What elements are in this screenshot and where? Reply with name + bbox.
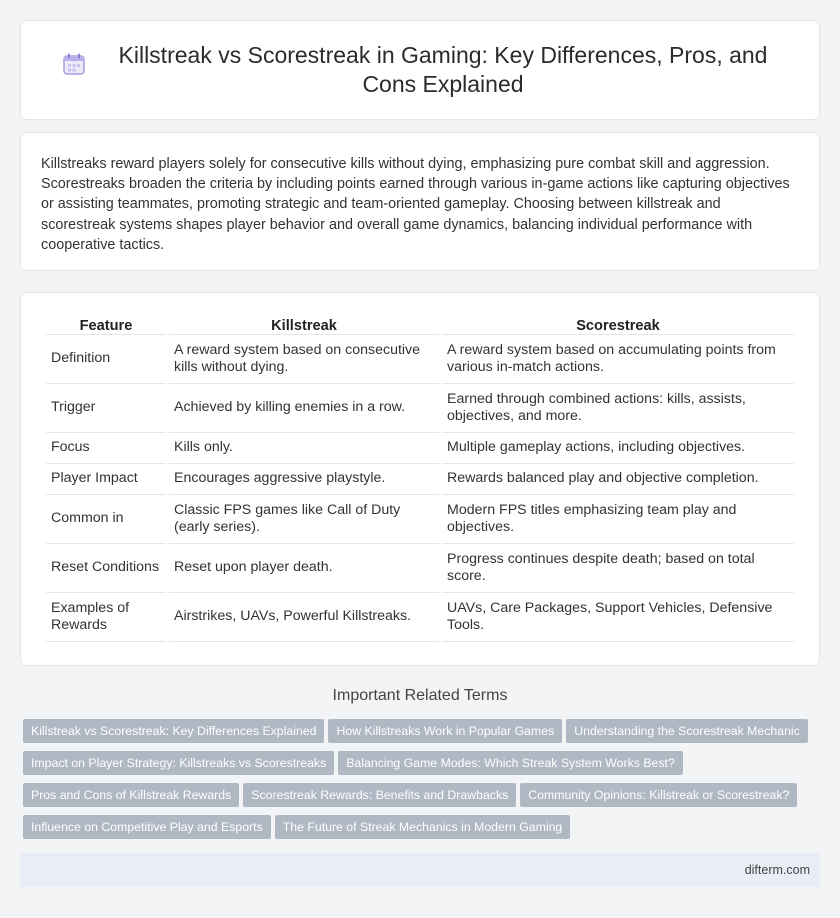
row-killstreak: Classic FPS games like Call of Duty (early series). [169, 495, 439, 544]
related-term-link[interactable]: Impact on Player Strategy: Killstreaks vs Scorestreaks [23, 751, 334, 775]
related-term-link[interactable]: Influence on Competitive Play and Esports [23, 815, 271, 839]
related-term-link[interactable]: Pros and Cons of Killstreak Rewards [23, 783, 239, 807]
row-scorestreak: UAVs, Care Packages, Support Vehicles, Defensive Tools. [442, 593, 794, 642]
related-term-link[interactable]: Community Opinions: Killstreak or Scorestreak? [520, 783, 797, 807]
row-killstreak: Achieved by killing enemies in a row. [169, 384, 439, 433]
related-term-link[interactable]: Balancing Game Modes: Which Streak System Works Best? [338, 751, 683, 775]
header-card [20, 20, 820, 120]
table-row [46, 544, 794, 593]
table-row [46, 593, 794, 642]
row-scorestreak: Rewards balanced play and objective completion. [442, 464, 794, 495]
row-scorestreak: Progress continues despite death; based on total score. [442, 544, 794, 593]
table-row [46, 433, 794, 464]
row-scorestreak: Multiple gameplay actions, including objectives. [442, 433, 794, 464]
row-feature: Trigger [46, 384, 166, 433]
row-killstreak: Kills only. [169, 433, 439, 464]
row-scorestreak: Modern FPS titles emphasizing team play and objectives. [442, 495, 794, 544]
related-term-link[interactable]: How Killstreaks Work in Popular Games [328, 719, 562, 743]
header-feature: Feature [46, 313, 166, 335]
row-killstreak: Encourages aggressive playstyle. [169, 464, 439, 495]
table-row [46, 495, 794, 544]
intro-card [20, 132, 820, 271]
related-term-link[interactable]: Killstreak vs Scorestreak: Key Differences Explained [23, 719, 324, 743]
intro-paragraph: Killstreaks reward players solely for consecutive kills without dying, emphasizing pure combat skill and aggression. Scorestreaks broaden the criteria by including points earned through various in-game actions like capturing objectives or assisting teammates, promoting strategic and team-oriented gameplay. Choosing between killstreak and scorestreak systems shapes player behavior and overall game dynamics, balancing individual performance with cooperative tactics. [41, 156, 790, 253]
row-feature: Definition [46, 335, 166, 384]
comparison-table [43, 313, 797, 642]
row-killstreak: Reset upon player death. [169, 544, 439, 593]
row-feature: Focus [46, 433, 166, 464]
related-term-link[interactable]: The Future of Streak Mechanics in Modern Gaming [275, 815, 571, 839]
row-scorestreak: A reward system based on accumulating points from various in-match actions. [442, 335, 794, 384]
calendar-icon [61, 51, 87, 77]
related-term-link[interactable]: Understanding the Scorestreak Mechanic [566, 719, 808, 743]
row-feature: Reset Conditions [46, 544, 166, 593]
comparison-table-card [20, 292, 820, 666]
row-feature: Common in [46, 495, 166, 544]
header-scorestreak: Scorestreak [442, 313, 794, 335]
table-row [46, 464, 794, 495]
table-row [46, 384, 794, 433]
row-scorestreak: Earned through combined actions: kills, assists, objectives, and more. [442, 384, 794, 433]
row-feature: Player Impact [46, 464, 166, 495]
page-title: Killstreak vs Scorestreak in Gaming: Key Differences, Pros, and Cons Explained [118, 42, 768, 97]
related-terms-heading: Important Related Terms [332, 687, 508, 704]
header-killstreak: Killstreak [169, 313, 439, 335]
table-header-row [46, 313, 794, 335]
table-row [46, 335, 794, 384]
related-term-link[interactable]: Scorestreak Rewards: Benefits and Drawbacks [243, 783, 516, 807]
row-killstreak: Airstrikes, UAVs, Powerful Killstreaks. [169, 593, 439, 642]
footer-bar [20, 853, 820, 887]
row-killstreak: A reward system based on consecutive kills without dying. [169, 335, 439, 384]
row-feature: Examples of Rewards [46, 593, 166, 642]
footer-site-link[interactable]: difterm.com [744, 863, 810, 877]
related-terms-list [20, 719, 820, 847]
